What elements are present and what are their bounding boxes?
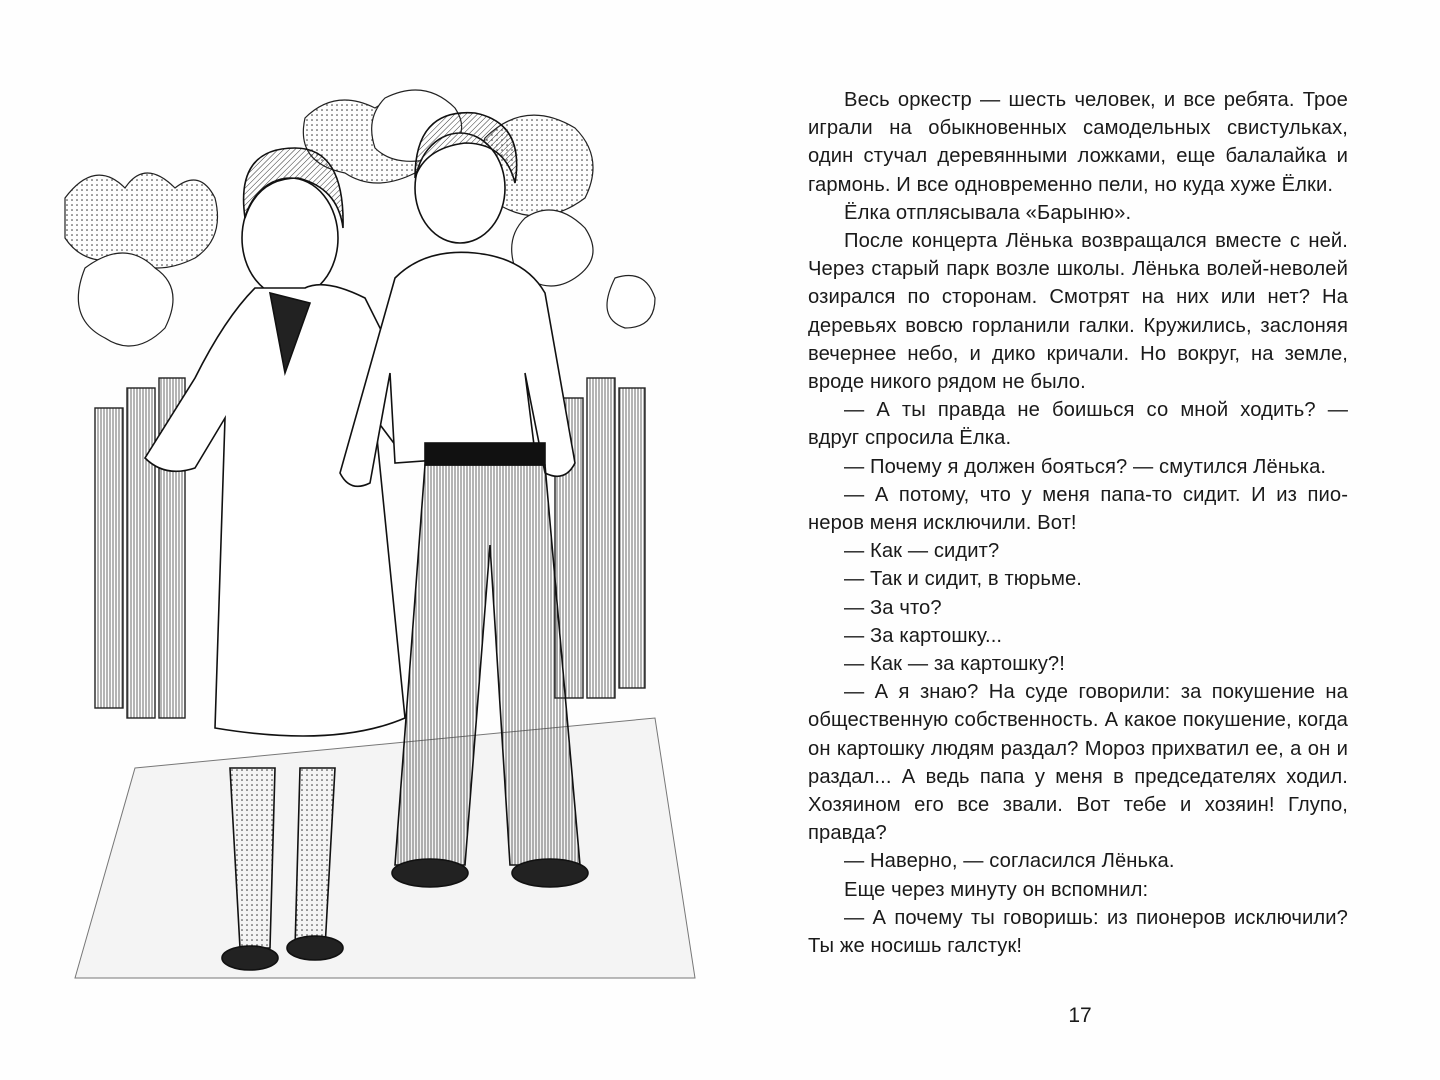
paragraph: Еще через минуту он вспомнил:: [844, 878, 1149, 901]
paragraph: Весь оркестр — шесть человек, и все ребята. Трое играли на обыкновенных самодельных свистульках, один стучал деревянными ложками, еще балалайка и гармонь. И все одновременно пели, но куда хуже Ёлки.: [808, 89, 1348, 196]
paragraph: — А ты правда не боишься со мной ходить? — вдруг спросила Ёлка.: [808, 399, 1348, 450]
page-number: 17: [1068, 1004, 1092, 1027]
paragraph: — За что?: [844, 596, 942, 619]
paragraph: — Как — за картошку?!: [844, 653, 1065, 676]
paragraph: — А я знаю? На суде говорили: за покушение на общественную собственность. А какое покушение, когда он картошку людям раздал? Мороз прихватил ее, а он и раздал... А ведь папа у меня в председателях ходил. Хозяином его все звали. Вот тебе и хозяин! Глупо, правда?: [808, 681, 1348, 845]
paragraph: Ёлка отплясывала «Барыню».: [844, 201, 1132, 224]
paragraph: — Так и сидит, в тюрьме.: [844, 568, 1083, 591]
paragraph: — Как — сидит?: [844, 540, 1000, 563]
illustration-girl-and-boy: [55, 78, 715, 983]
paragraph: — Почему я должен бояться? — смутился Лёнька.: [844, 455, 1327, 478]
pen-drawing-illustration: [55, 78, 715, 983]
text-column: [808, 86, 1348, 960]
paragraph: После концерта Лёнька возвращался вместе с ней. Через старый парк возле школы. Лёнька волей-неволей озирался по сторонам. Смотрят на них или нет? На деревьях вовсю горланили галки. Кружились, заслоняя вечернее небо, и дико кричали. Но вокруг, на земле, вроде никого рядом не было.: [808, 230, 1348, 394]
paragraph: — А потому, что у меня папа-то сидит. И из пионеров меня исключили. Вот!: [808, 483, 1348, 535]
park-path: [75, 718, 695, 978]
paragraph: — А почему ты говоришь: из пионеров исключили? Ты же носишь галстук!: [808, 906, 1348, 958]
paragraph: — Наверно, — согласился Лёнька.: [844, 850, 1175, 873]
paragraph: — За картошку...: [844, 624, 1003, 647]
